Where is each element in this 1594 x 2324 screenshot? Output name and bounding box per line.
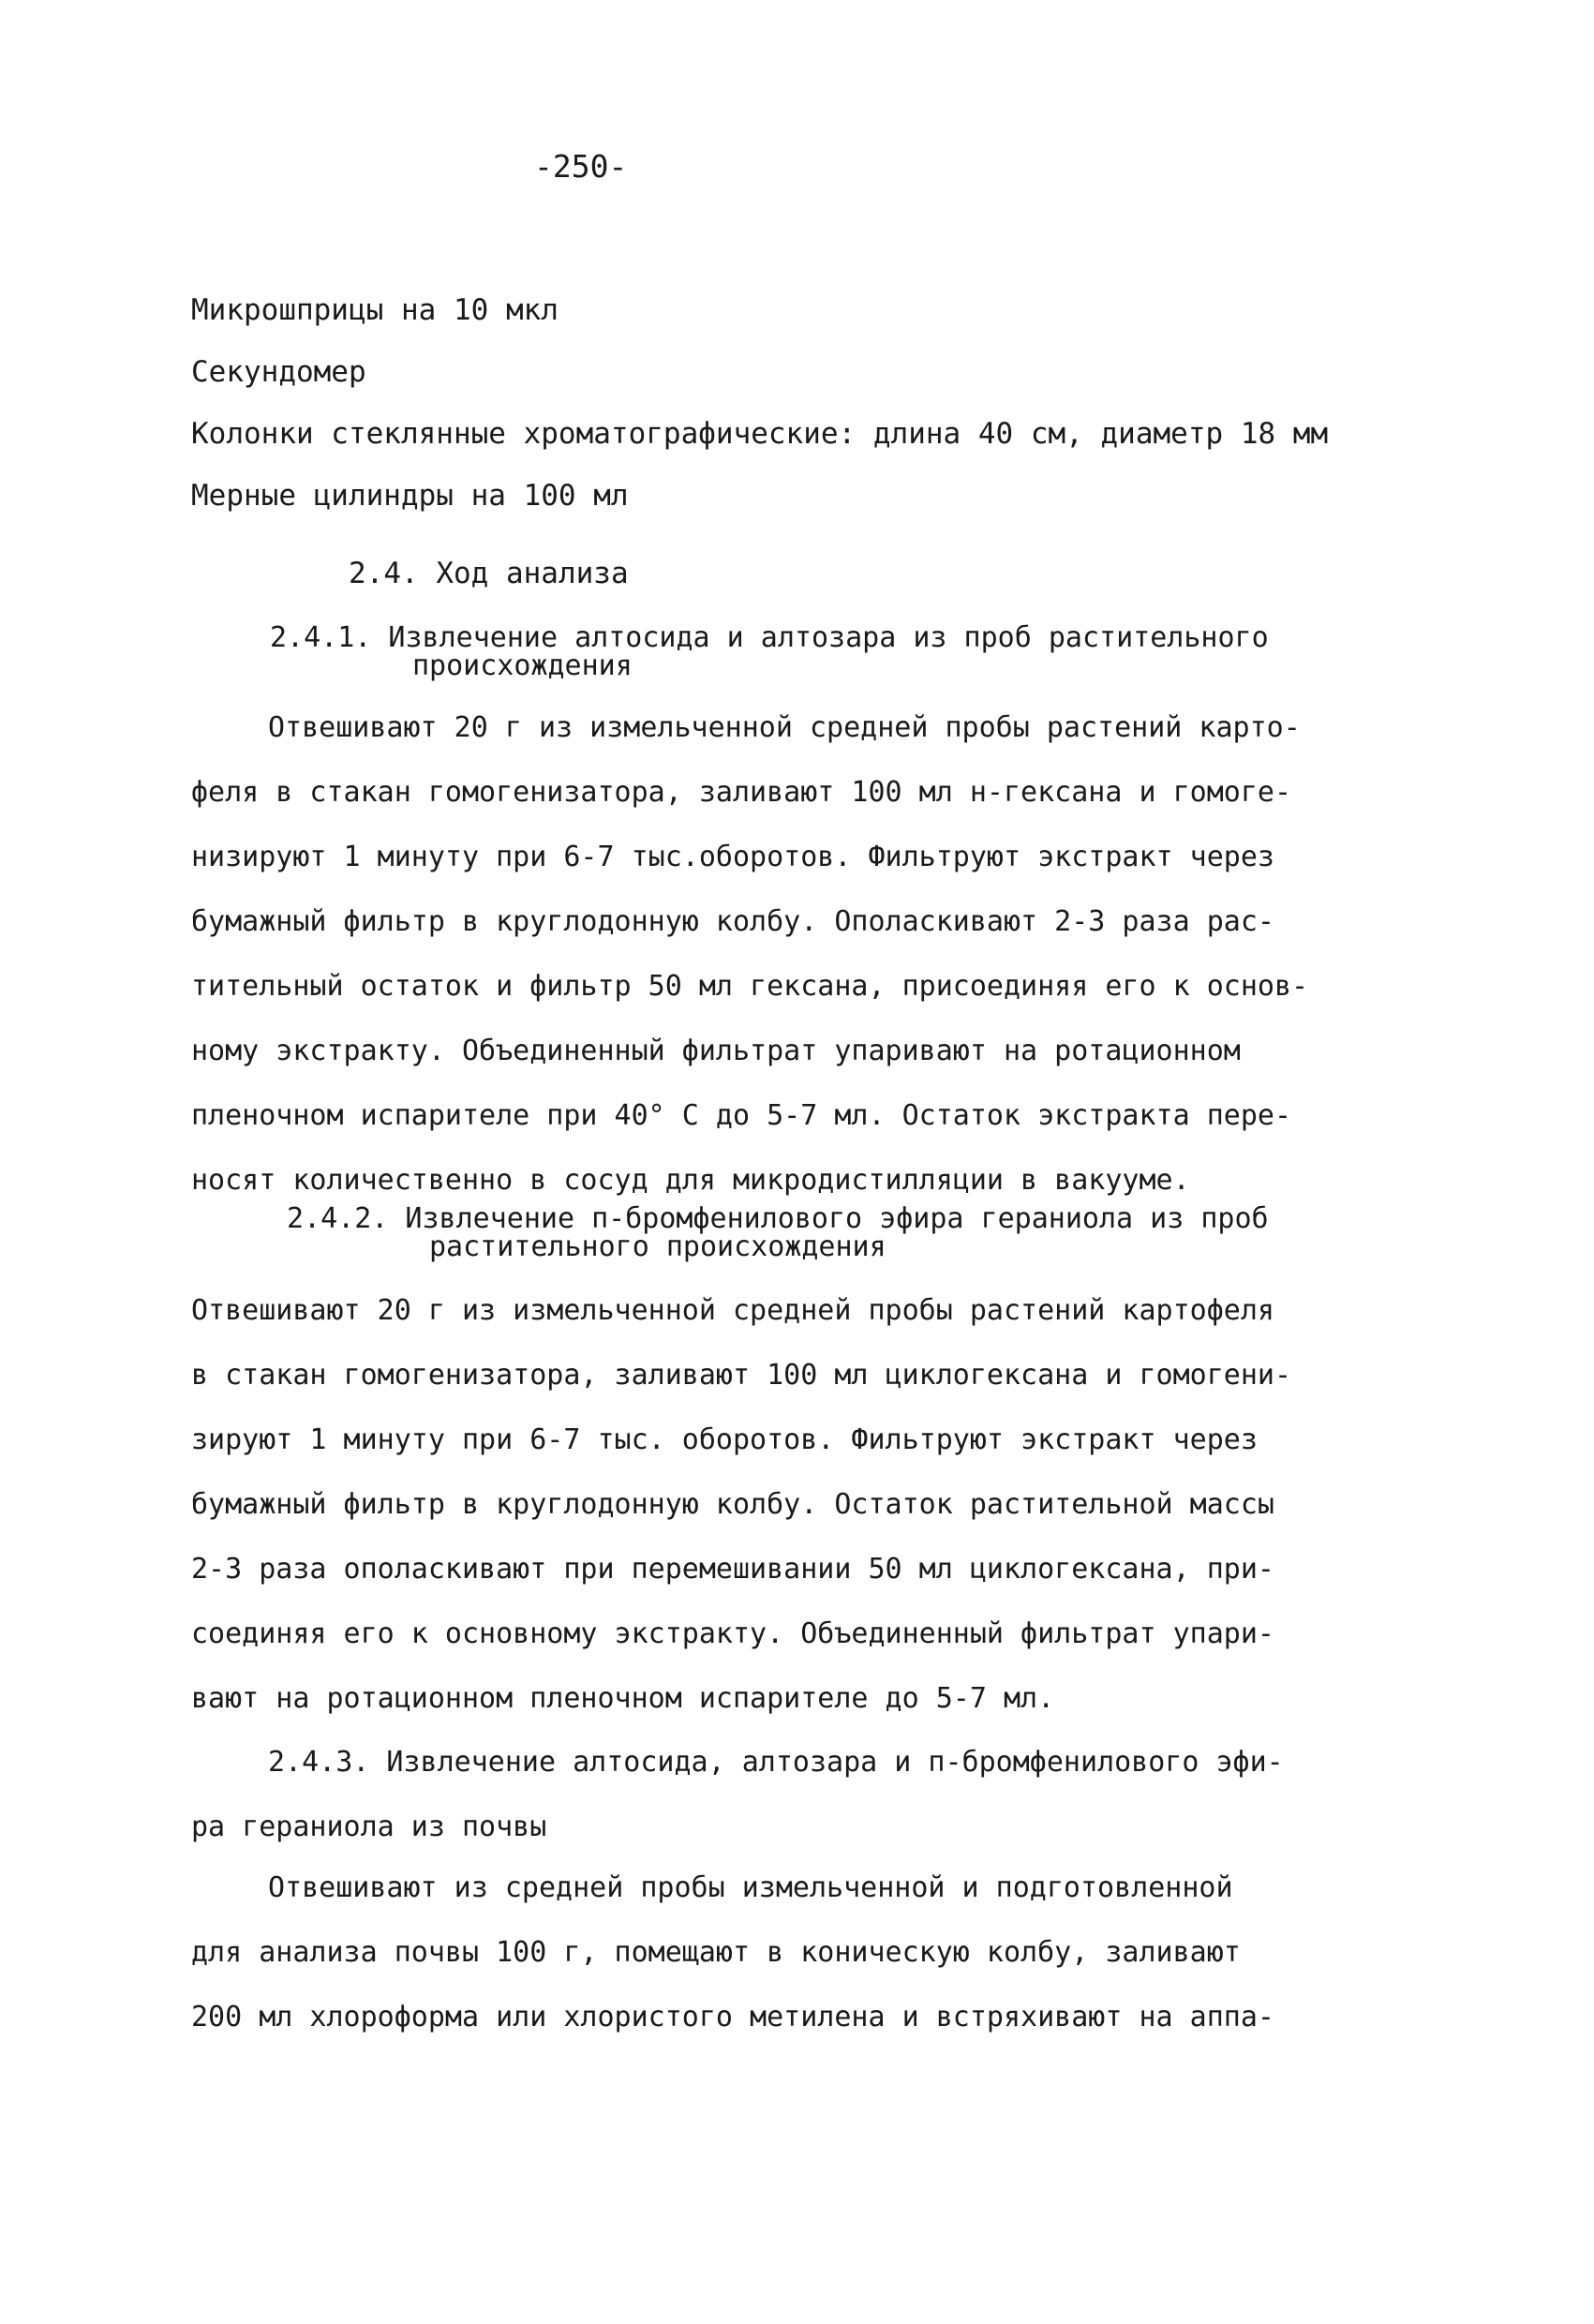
paragraph-line: соединяя его к основному экстракту. Объединенный фильтрат упари- — [191, 1617, 1274, 1650]
paragraph-line: зируют 1 минуту при 6-7 тыс. оборотов. Фильтруют экстракт через — [191, 1423, 1258, 1456]
heading-line: 2.4.1. Извлечение алтосида и алтозара из проб растительного — [270, 621, 1269, 654]
paragraph-line: пленочном испарителе при 40° С до 5-7 мл. Остаток экстракта пере- — [191, 1099, 1291, 1132]
paragraph-line: вают на ротационном пленочном испарителе до 5-7 мл. — [191, 1682, 1055, 1715]
paragraph-line: бумажный фильтр в круглодонную колбу. Остаток растительной массы — [191, 1488, 1274, 1521]
paragraph-line: низируют 1 минуту при 6-7 тыс.оборотов. Фильтруют экстракт через — [191, 841, 1274, 873]
heading-line: 2.4.2. Извлечение п-бромфенилового эфира гераниола из проб — [287, 1202, 1269, 1235]
paragraph-soil-extraction — [191, 1855, 1274, 2049]
paragraph-2-4-2 — [191, 1278, 1291, 1731]
paragraph-line: тительный остаток и фильтр 50 мл гексана, присоединяя его к основ- — [191, 970, 1309, 1003]
paragraph-line: Отвешивают из средней пробы измельченной и подготовленной — [268, 1871, 1233, 1904]
paragraph-2-4-1 — [191, 695, 1308, 1213]
paragraph-line: 200 мл хлороформа или хлористого метилена и встряхивают на аппа- — [191, 2001, 1274, 2034]
heading-line: растительного происхождения — [429, 1230, 886, 1263]
section-heading: 2.4. Ход анализа — [349, 557, 629, 590]
subsection-heading-2-4-2 — [287, 1202, 1269, 1263]
paragraph-line: ра гераниола из почвы — [191, 1810, 547, 1843]
paragraph-line: 2-3 раза ополаскивают при перемешивании 50 мл циклогексана, при- — [191, 1553, 1274, 1586]
equipment-list — [191, 279, 1438, 527]
paragraph-line: ному экстракту. Объединенный фильтрат упаривают на ротационном — [191, 1035, 1241, 1067]
paragraph-line: для анализа почвы 100 г, помещают в коническую колбу, заливают — [191, 1936, 1241, 1969]
paragraph-line: Отвешивают 20 г из измельченной средней пробы растений карто- — [268, 711, 1301, 744]
equipment-item-columns: Колонки стеклянные хроматографические: длина 40 см, диаметр 18 мм — [191, 417, 1329, 451]
equipment-item-stopwatch: Секундомер — [191, 355, 366, 389]
subsection-heading-2-4-1 — [270, 621, 1269, 682]
page-number: -250- — [534, 148, 628, 185]
paragraph-line: феля в стакан гомогенизатора, заливают 100 мл н-гексана и гомоге- — [191, 776, 1291, 809]
equipment-item-microsyringes: Микрошприцы на 10 мкл — [191, 293, 559, 327]
paragraph-line: в стакан гомогенизатора, заливают 100 мл циклогексана и гомогени- — [191, 1359, 1291, 1392]
paragraph-2-4-3-heading — [191, 1730, 1284, 1859]
paragraph-line: Отвешивают 20 г из измельченной средней пробы растений картофеля — [191, 1294, 1274, 1327]
paragraph-line: бумажный фильтр в круглодонную колбу. Ополаскивают 2-3 раза рас- — [191, 905, 1274, 938]
equipment-item-cylinders: Мерные цилиндры на 100 мл — [191, 479, 629, 513]
paragraph-line: носят количественно в сосуд для микродистилляции в вакууме. — [191, 1164, 1190, 1197]
paragraph-line: 2.4.3. Извлечение алтосида, алтозара и п-бромфенилового эфи- — [268, 1746, 1284, 1779]
heading-line: происхождения — [412, 649, 633, 682]
